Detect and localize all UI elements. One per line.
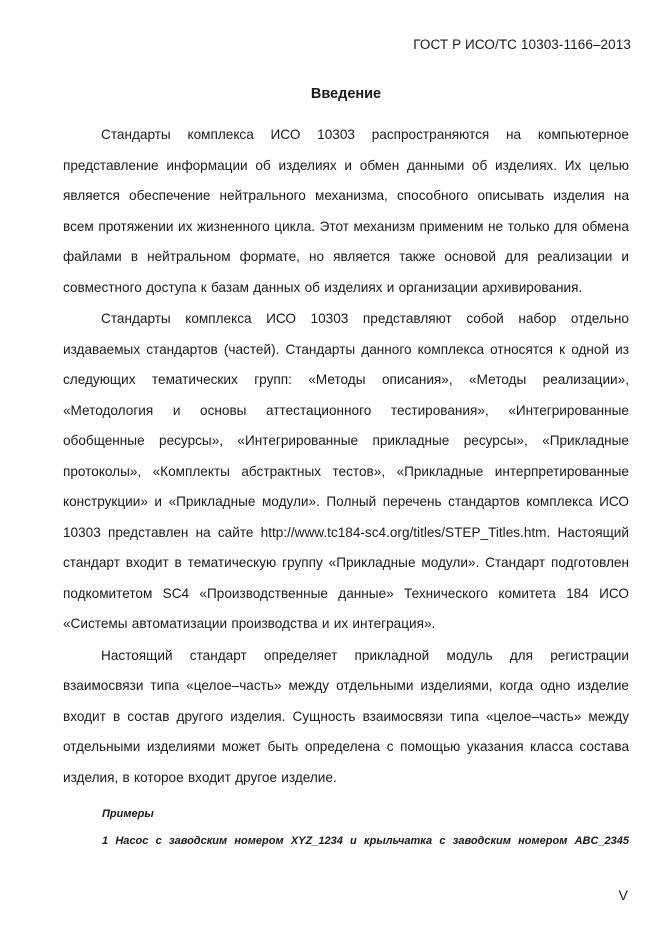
main-body (63, 120, 629, 793)
standard-code: ГОСТ Р ИСО/ТС 10303-1166–2013 (413, 37, 631, 52)
document-header (413, 37, 631, 52)
example-item-1: 1 Насос с заводским номером XYZ_1234 и крыльчатка с заводским номером ABC_2345 (102, 835, 629, 847)
paragraph-2: Стандарты комплекса ИСО 10303 представляют собой набор отдельно издаваемых стандартов (частей). Стандарты данного комплекса относятся к одной из следующих тематических групп: «Методы описания», «Методы реализации», «Методология и основы аттестационного тестирования», «Интегрированные обобщенные ресурсы», «Интегрированные прикладные ресурсы», «Прикладные протоколы», «Комплекты абстрактных тестов», «Прикладные интерпретированные конструкции» и «Прикладные модули». Полный перечень стандартов комплекса ИСО 10303 представлен на сайте http://www.tc184-sc4.org/titles/STEP_Titles.htm. Настоящий стандарт входит в тематическую группу «Прикладные модули». Стандарт подготовлен подкомитетом SC4 «Производственные данные» Технического комитета 184 ИСО «Системы автоматизации производства и их интеграция». (63, 311, 629, 631)
section-title: Введение (310, 86, 382, 102)
paragraph-3: Настоящий стандарт определяет прикладной модуль для регистрации взаимосвязи типа «целое–часть» между отдельными изделиями, когда одно изделие входит в состав другого изделия. Сущность взаимосвязи типа «целое–часть» между отдельными изделиями может быть определена с помощью указания класса состава изделия, в которое входит другое изделие. (63, 647, 629, 785)
examples-heading: Примеры (102, 808, 154, 820)
paragraph-1: Стандарты комплекса ИСО 10303 распространяются на компьютерное представление информации об изделиях и обмен данными об изделиях. Их целью является обеспечение нейтрального механизма, способного описывать изделия на всем протяжении их жизненного цикла. Этот механизм применим не только для обмена файлами в нейтральном формате, но является также основой для реализации и совместного доступа к базам данных об изделиях и организации архивирования. (63, 127, 629, 295)
page-number: V (618, 887, 628, 903)
